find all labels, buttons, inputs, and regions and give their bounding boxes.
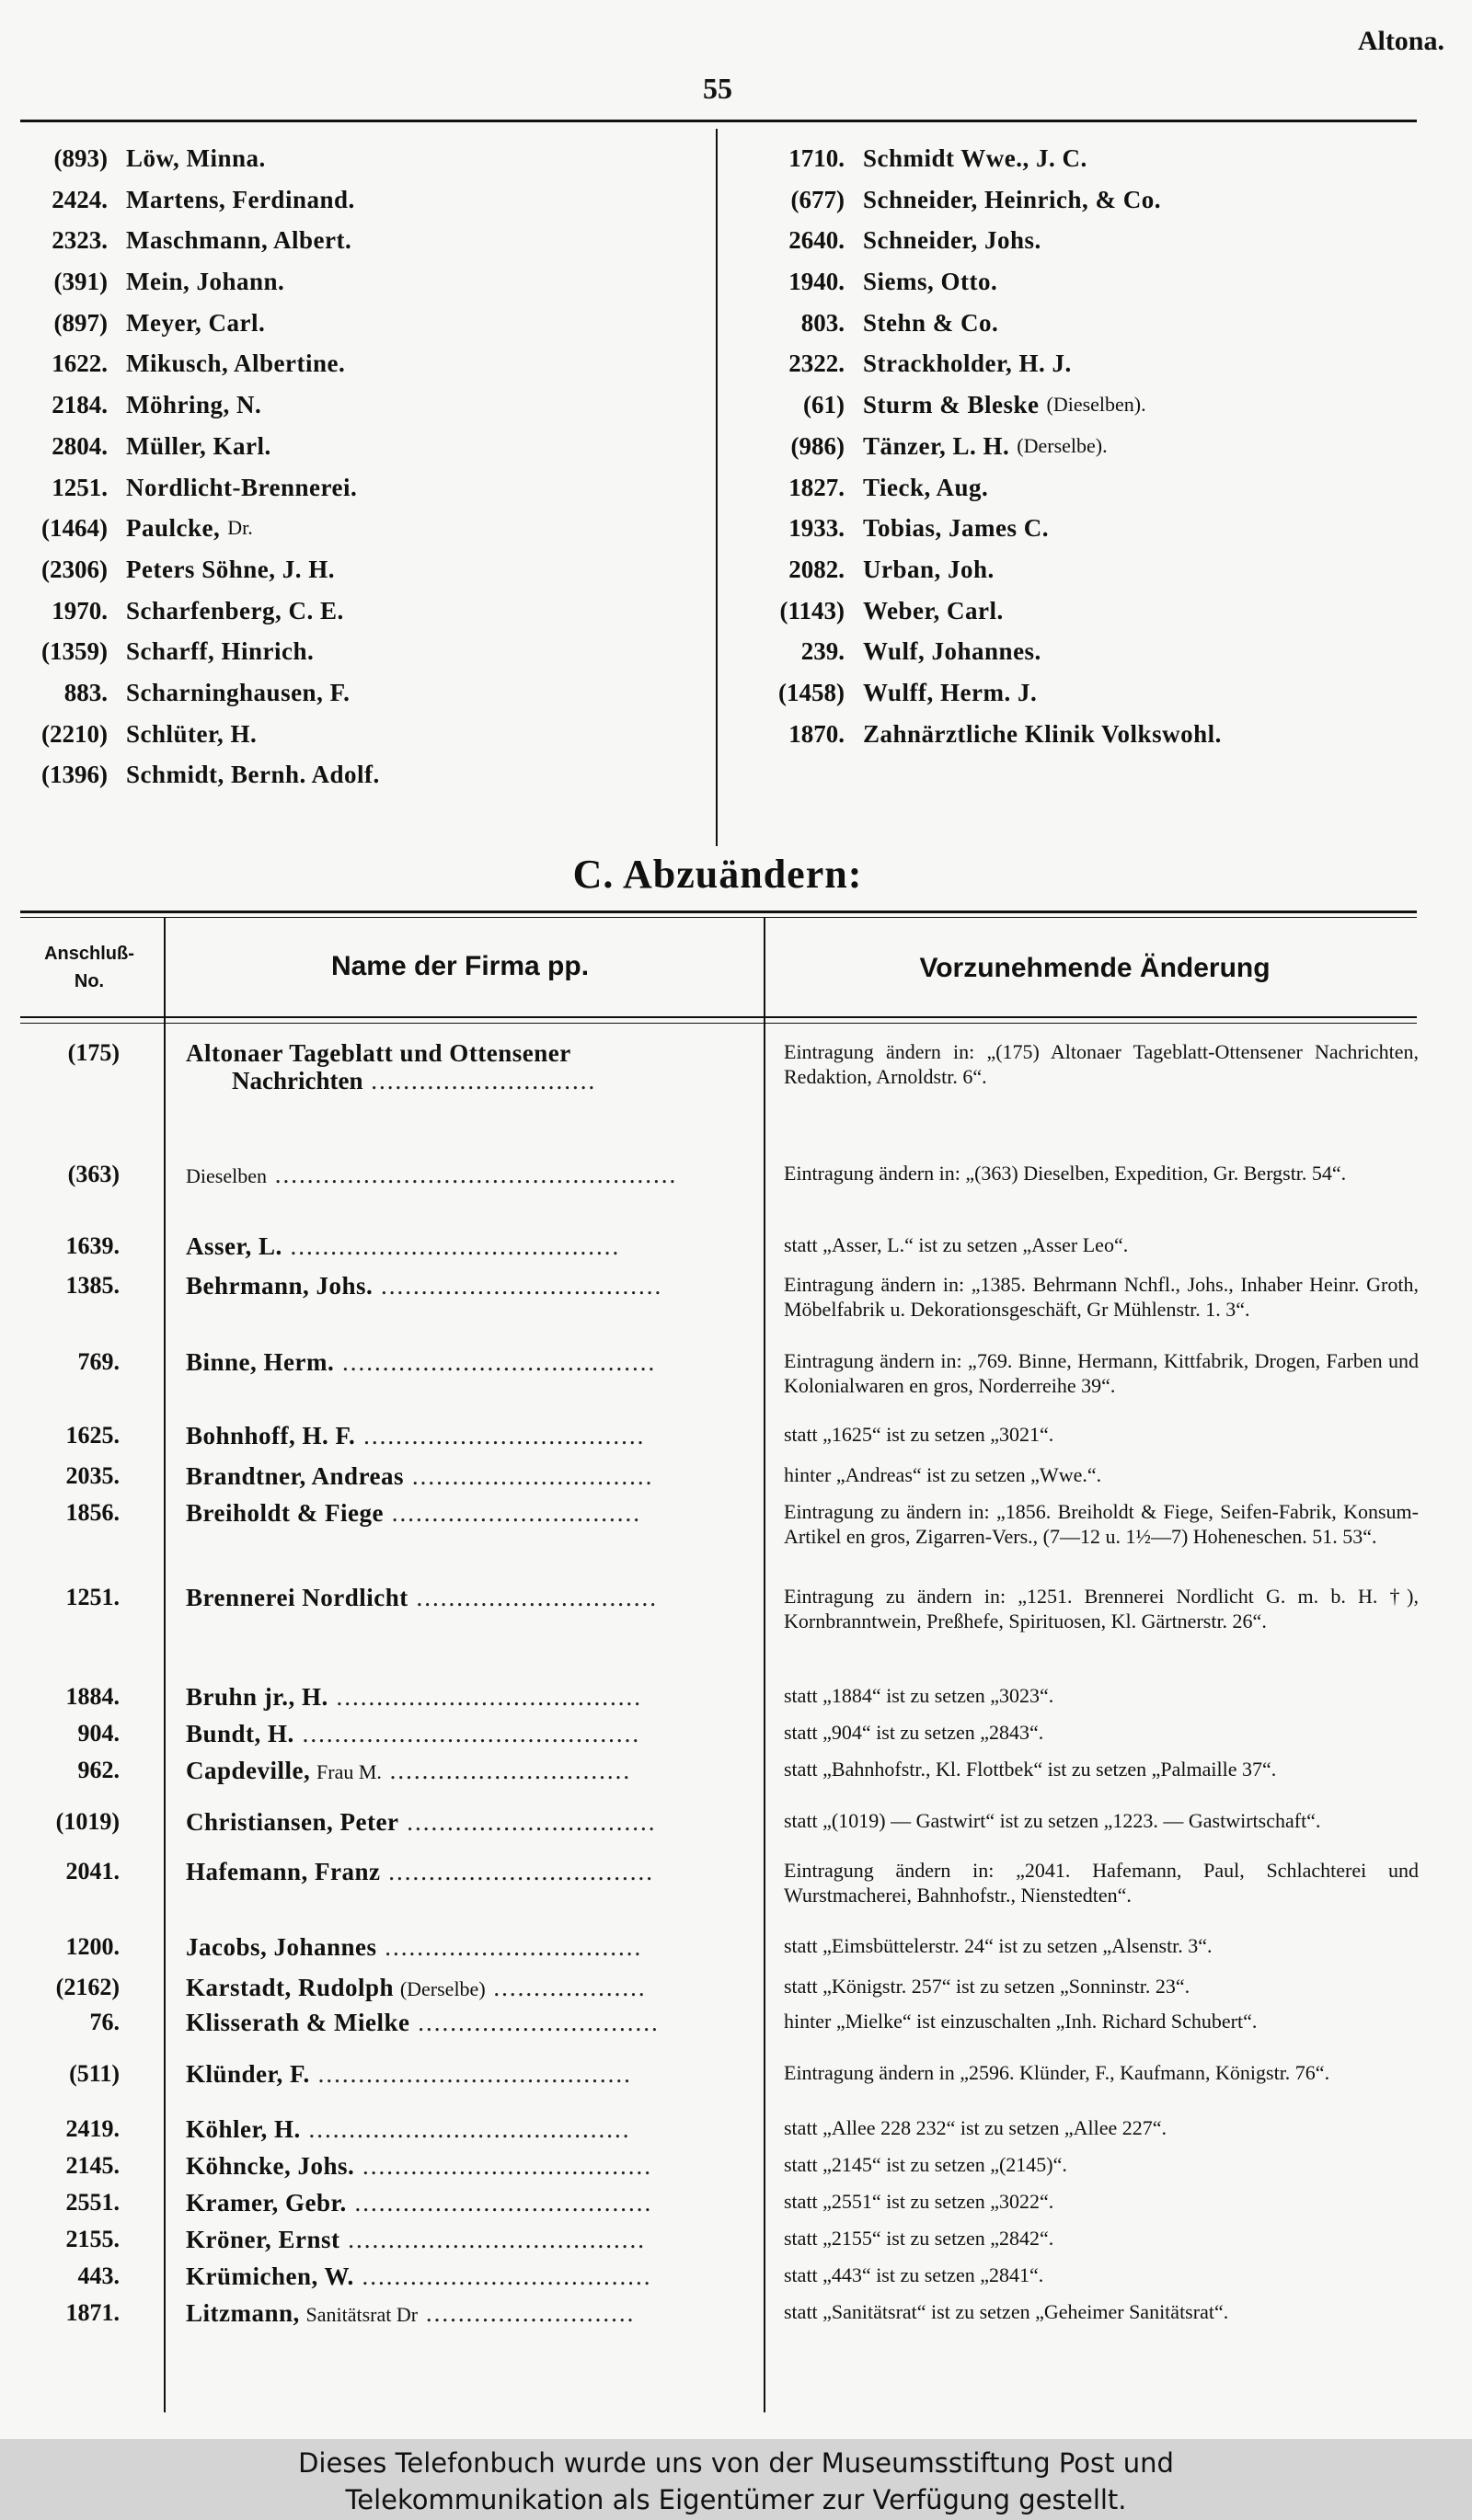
subscriber-name: Tobias, James C. xyxy=(863,514,1050,543)
subscriber-name: Martens, Ferdinand. xyxy=(126,185,355,213)
subscriber-number: 2424. xyxy=(52,185,108,213)
leader-dots: ..................................... xyxy=(346,2189,653,2216)
firm-name-text: Kröner, Ernst xyxy=(186,2226,340,2253)
row-firm-name xyxy=(186,1683,756,1711)
column-header-number-line1: Anschluß- xyxy=(44,944,134,964)
row-firm-name xyxy=(186,1232,756,1260)
subscriber-name: Meyer, Carl. xyxy=(126,308,266,337)
row-number: 904. xyxy=(77,1720,120,1747)
leader-dots: .................................... xyxy=(354,2152,653,2180)
row-firm-name xyxy=(186,2152,756,2180)
leader-dots: ................................... xyxy=(373,1272,663,1300)
row-number: 2035. xyxy=(65,1462,120,1489)
row-change: statt „Eimsbüttelerstr. 24“ ist zu setzen „Alsenstr. 3“. xyxy=(784,1934,1213,1957)
row-number: 2145. xyxy=(65,2152,120,2179)
row-firm-name xyxy=(186,1272,756,1300)
subscriber-note: (Dieselben). xyxy=(1046,393,1146,417)
leader-dots: ................................... xyxy=(355,1422,646,1449)
row-firm-name xyxy=(186,2009,756,2036)
subscriber-name: Paulcke, xyxy=(126,514,221,543)
subscriber-number: 2322. xyxy=(788,349,845,378)
firm-name-text: Bundt, H. xyxy=(186,1720,294,1747)
subscriber-number: (2210) xyxy=(41,719,108,748)
firm-name-note: Frau M. xyxy=(316,1760,382,1783)
subscriber-number: (1396) xyxy=(41,761,108,789)
row-number: 1639. xyxy=(65,1232,120,1259)
firm-name-text: Hafemann, Franz xyxy=(186,1858,381,1885)
firm-name-text: Klisserath & Mielke xyxy=(186,2009,410,2036)
row-change: Eintragung ändern in: „1385. Behrmann Nchfl., Johs., Inhaber Heinr. Groth, Möbelfabrik u. Dekorationsgeschäft, Gr Mühlenstr. 1. 3“. xyxy=(784,1273,1419,1321)
subscriber-name: Wulff, Herm. J. xyxy=(863,678,1038,706)
subscriber-note: (Derselbe). xyxy=(1017,433,1108,457)
subscriber-number: (986) xyxy=(790,431,845,460)
row-number: (1019) xyxy=(55,1808,120,1835)
row-number: (2162) xyxy=(55,1974,120,2000)
firm-name-text: Krümichen, W. xyxy=(186,2262,354,2290)
row-number: 2041. xyxy=(65,1858,120,1884)
list-item xyxy=(20,672,380,714)
row-firm-name xyxy=(186,1808,756,1836)
footer-line-1: Dieses Telefonbuch wurde uns von der Museumsstiftung Post und xyxy=(298,2447,1174,2479)
leader-dots: .............................. xyxy=(408,1584,658,1611)
row-change: statt „Asser, L.“ ist zu setzen „Asser Leo“. xyxy=(784,1233,1129,1256)
subscriber-name: Scharninghausen, F. xyxy=(126,678,351,706)
firm-name-text: Brandtner, Andreas xyxy=(186,1462,405,1490)
row-change: Eintragung zu ändern in: „1856. Breiholdt & Fiege, Seifen-Fabrik, Konsum-Artikel en gros, Zigarren-Vers., (7—12 u. 1½—7) Hoheneschen. 51. 53“. xyxy=(784,1500,1419,1548)
list-item xyxy=(716,467,1222,509)
table-top-rule xyxy=(20,911,1417,913)
row-change: statt „1884“ ist zu setzen „3023“. xyxy=(784,1684,1054,1707)
subscriber-number: 883. xyxy=(63,678,108,706)
subscriber-number: (1359) xyxy=(41,637,108,666)
row-number: 1251. xyxy=(65,1584,120,1610)
column-header-change: Vorzunehmende Änderung xyxy=(919,953,1271,983)
subscriber-name: Schlüter, H. xyxy=(126,719,258,748)
subscriber-name: Schmidt, Bernh. Adolf. xyxy=(126,761,380,789)
firm-name-text: Kramer, Gebr. xyxy=(186,2189,347,2216)
section-title: C. Abzuändern: xyxy=(572,852,863,897)
row-firm-name xyxy=(186,2115,756,2143)
row-number: 1871. xyxy=(65,2299,120,2326)
footer-line-2: Telekommunikation als Eigentümer zur Verfügung gestellt. xyxy=(345,2484,1127,2515)
subscriber-number: 803. xyxy=(800,308,845,337)
subscriber-name: Siems, Otto. xyxy=(863,268,998,296)
row-change: hinter „Mielke“ ist einzuschalten „Inh. Richard Schubert“. xyxy=(784,2010,1258,2033)
row-change: Eintragung ändern in: „769. Binne, Hermann, Kittfabrik, Drogen, Farben und Kolonialwaren en gros, Norderreihe 39“. xyxy=(784,1349,1419,1397)
row-firm-name xyxy=(186,2226,756,2253)
column-header-number-line2: No. xyxy=(74,971,105,991)
row-firm-name xyxy=(186,1348,756,1376)
list-item xyxy=(716,303,1222,344)
row-firm-name xyxy=(186,2262,756,2290)
row-change: statt „Allee 228 232“ ist zu setzen „Allee 227“. xyxy=(784,2116,1167,2139)
subscriber-number: (1143) xyxy=(779,596,845,624)
firm-name-continued xyxy=(186,1067,756,1094)
list-item xyxy=(716,261,1222,303)
row-change: Eintragung ändern in „2596. Klünder, F., Kaufmann, Königstr. 76“. xyxy=(784,2061,1330,2084)
subscriber-name: Sturm & Bleske xyxy=(863,391,1040,419)
row-change: Eintragung zu ändern in: „1251. Brennerei Nordlicht G. m. b. H. †), Kornbranntwein, Preßhefe, Spirituosen, Kl. Gärtnerstr. 26“. xyxy=(784,1585,1419,1632)
row-number: (175) xyxy=(67,1039,120,1066)
row-firm-name xyxy=(186,1933,756,1961)
row-number: 769. xyxy=(77,1348,120,1375)
firm-name-text: Bohnhoff, H. F. xyxy=(186,1422,356,1449)
firm-name-line2: Nachrichten xyxy=(232,1067,363,1094)
subscriber-name: Mikusch, Albertine. xyxy=(126,349,346,378)
row-change: statt „Sanitätsrat“ ist zu setzen „Geheimer Sanitätsrat“. xyxy=(784,2300,1229,2323)
row-change: statt „(1019) — Gastwirt“ ist zu setzen „1223. — Gastwirtschaft“. xyxy=(784,1809,1321,1832)
row-firm-name xyxy=(186,1039,756,1094)
row-number: 2551. xyxy=(65,2189,120,2216)
row-number: 76. xyxy=(89,2009,120,2035)
subscriber-name: Mein, Johann. xyxy=(126,268,285,296)
row-firm-name xyxy=(186,1161,756,1190)
subscriber-number: 239. xyxy=(800,637,845,666)
subscriber-name: Stehn & Co. xyxy=(863,308,999,337)
header-bottom-rule-thin xyxy=(20,1023,1417,1024)
list-item xyxy=(20,384,380,426)
firm-name-text: Capdeville, xyxy=(186,1757,311,1784)
row-number: (511) xyxy=(69,2060,120,2087)
subscriber-name: Zahnärztliche Klinik Volkswohl. xyxy=(863,719,1222,748)
list-item xyxy=(716,549,1222,590)
firm-name-text: Klünder, F. xyxy=(186,2060,310,2088)
list-item xyxy=(716,138,1222,179)
list-item xyxy=(716,179,1222,221)
leader-dots: ............................ xyxy=(362,1067,597,1094)
list-item xyxy=(20,590,380,632)
subscriber-name: Scharfenberg, C. E. xyxy=(126,596,344,624)
list-item xyxy=(716,426,1222,467)
subscriber-number: (1464) xyxy=(41,514,108,543)
subscriber-name: Maschmann, Albert. xyxy=(126,226,352,255)
list-item xyxy=(716,590,1222,632)
column-header-name: Name der Firma pp. xyxy=(330,951,590,981)
row-firm-name xyxy=(186,1858,756,1885)
firm-name-text: Litzmann, xyxy=(186,2299,300,2327)
list-item xyxy=(20,631,380,672)
row-change: statt „2155“ ist zu setzen „2842“. xyxy=(784,2227,1054,2250)
subscriber-name: Schneider, Johs. xyxy=(863,226,1041,255)
firm-name-note: (Derselbe) xyxy=(399,1977,486,2000)
leader-dots: ...................................... xyxy=(328,1683,643,1711)
row-number: 443. xyxy=(77,2262,120,2289)
row-number: 1856. xyxy=(65,1499,120,1526)
row-change: statt „904“ ist zu setzen „2843“. xyxy=(784,1721,1044,1744)
subscriber-number: (893) xyxy=(53,144,108,172)
subscriber-number: 1870. xyxy=(788,719,845,748)
row-number: 1884. xyxy=(65,1683,120,1710)
subscriber-name: Schneider, Heinrich, & Co. xyxy=(863,185,1162,213)
subscriber-name: Müller, Karl. xyxy=(126,431,271,460)
row-firm-name xyxy=(186,2060,756,2088)
leader-dots: .............................. xyxy=(409,2009,660,2036)
leader-dots: .......................... xyxy=(418,2299,636,2327)
leader-dots: .................................... xyxy=(353,2262,652,2290)
leader-dots: ..................................... xyxy=(339,2226,646,2253)
row-change: statt „Königstr. 257“ ist zu setzen „Sonninstr. 23“. xyxy=(784,1975,1190,1998)
subscriber-number: 1251. xyxy=(52,473,108,501)
firm-name-text: Karstadt, Rudolph xyxy=(186,1974,395,2001)
list-item xyxy=(20,138,380,179)
leader-dots: .......................................... xyxy=(293,1720,641,1747)
list-item xyxy=(716,714,1222,755)
table-top-rule-thin xyxy=(20,917,1417,918)
leader-dots: .............................. xyxy=(381,1757,632,1784)
row-change: statt „Bahnhofstr., Kl. Flottbek“ ist zu setzen „Palmaille 37“. xyxy=(784,1758,1277,1781)
table-col-divider-1 xyxy=(164,918,166,2412)
row-firm-name xyxy=(186,1462,756,1490)
row-change: hinter „Andreas“ ist zu setzen „Wwe.“. xyxy=(784,1463,1102,1486)
firm-name-text: Bruhn jr., H. xyxy=(186,1683,328,1711)
list-item xyxy=(20,714,380,755)
subscriber-number: (61) xyxy=(803,391,845,419)
row-change: statt „2551“ ist zu setzen „3022“. xyxy=(784,2190,1054,2213)
subscriber-number: (2306) xyxy=(41,555,108,583)
subscriber-number: (391) xyxy=(53,268,108,296)
row-number: 1385. xyxy=(65,1272,120,1299)
subscriber-name: Schmidt Wwe., J. C. xyxy=(863,144,1087,172)
firm-name-text: Altonaer Tageblatt und Ottensener xyxy=(186,1039,571,1067)
row-number: 962. xyxy=(77,1757,120,1783)
row-change: statt „443“ ist zu setzen „2841“. xyxy=(784,2263,1044,2286)
firm-name-text: Binne, Herm. xyxy=(186,1348,335,1376)
header-title: Altona. xyxy=(1357,26,1444,56)
firm-name-text: Köhncke, Johs. xyxy=(186,2152,355,2180)
row-number: 1625. xyxy=(65,1422,120,1449)
firm-name-text: Behrmann, Johs. xyxy=(186,1272,374,1300)
subscriber-name: Löw, Minna. xyxy=(126,144,266,172)
leader-dots: .................................................. xyxy=(266,1161,678,1188)
subscriber-number: 1940. xyxy=(788,268,845,296)
row-change: Eintragung ändern in: „2041. Hafemann, Paul, Schlachterei und Wurstmacherei, Bahnhofstr., Nienstedten“. xyxy=(784,1859,1419,1907)
list-item xyxy=(20,467,380,509)
subscriber-number: 1622. xyxy=(52,349,108,378)
subscriber-number: (677) xyxy=(790,185,845,213)
list-item xyxy=(20,179,380,221)
list-item xyxy=(20,754,380,796)
leader-dots: ......................................... xyxy=(282,1232,621,1260)
column-header-number xyxy=(20,940,158,995)
row-firm-name xyxy=(186,2299,756,2329)
row-change: statt „2145“ ist zu setzen „(2145)“. xyxy=(784,2153,1067,2176)
subscriber-name: Weber, Carl. xyxy=(863,596,1004,624)
page-number: 55 xyxy=(703,72,732,105)
firm-name-text: Dieselben xyxy=(186,1164,267,1187)
row-firm-name xyxy=(186,1584,756,1611)
subscriber-number: 1710. xyxy=(788,144,845,172)
leader-dots: ....................................... xyxy=(309,2060,632,2088)
leader-dots: ................................. xyxy=(380,1858,654,1885)
row-firm-name xyxy=(186,1974,756,2003)
left-subscriber-list xyxy=(20,138,380,796)
list-item xyxy=(20,549,380,590)
subscriber-number: 1970. xyxy=(52,596,108,624)
firm-name-text: Brennerei Nordlicht xyxy=(186,1584,408,1611)
row-change: Eintragung ändern in: „(363) Dieselben, Expedition, Gr. Bergstr. 54“. xyxy=(784,1162,1347,1185)
subscriber-name: Scharff, Hinrich. xyxy=(126,637,315,666)
row-firm-name xyxy=(186,1422,756,1449)
leader-dots: ................................ xyxy=(376,1933,643,1961)
list-item xyxy=(716,631,1222,672)
subscriber-number: 1933. xyxy=(788,514,845,543)
row-number: (363) xyxy=(67,1161,120,1187)
row-number: 2419. xyxy=(65,2115,120,2142)
list-item xyxy=(716,508,1222,549)
subscriber-note: Dr. xyxy=(227,516,253,540)
row-firm-name xyxy=(186,1757,756,1786)
firm-name-text: Köhler, H. xyxy=(186,2115,301,2143)
subscriber-number: 1827. xyxy=(788,473,845,501)
leader-dots: .............................. xyxy=(404,1462,654,1490)
subscriber-number: 2323. xyxy=(52,226,108,255)
subscriber-name: Urban, Joh. xyxy=(863,555,995,583)
header-bottom-rule xyxy=(20,1016,1417,1018)
list-item xyxy=(20,343,380,384)
row-number: 2155. xyxy=(65,2226,120,2252)
row-change: statt „1625“ ist zu setzen „3021“. xyxy=(784,1423,1054,1446)
row-firm-name xyxy=(186,2189,756,2216)
subscriber-number: 2082. xyxy=(788,555,845,583)
row-change: Eintragung ändern in: „(175) Altonaer Tageblatt-Ottensener Nachrichten, Redaktion, Arnoldstr. 6“. xyxy=(784,1040,1419,1088)
list-item xyxy=(716,672,1222,714)
firm-name-text: Jacobs, Johannes xyxy=(186,1933,377,1961)
table-col-divider-2 xyxy=(764,918,765,2412)
list-item xyxy=(716,384,1222,426)
subscriber-number: 2640. xyxy=(788,226,845,255)
list-item xyxy=(20,508,380,549)
firm-name-note: Sanitätsrat Dr xyxy=(305,2303,419,2326)
list-item xyxy=(20,303,380,344)
list-item xyxy=(716,220,1222,261)
subscriber-name: Tänzer, L. H. xyxy=(863,431,1010,460)
subscriber-name: Wulf, Johannes. xyxy=(863,637,1041,666)
subscriber-number: (1458) xyxy=(778,678,845,706)
subscriber-number: 2184. xyxy=(52,391,108,419)
subscriber-name: Möhring, N. xyxy=(126,391,262,419)
leader-dots: ............................... xyxy=(383,1499,641,1527)
subscriber-name: Strackholder, H. J. xyxy=(863,349,1072,378)
footer-notice xyxy=(0,2439,1472,2520)
leader-dots: ....................................... xyxy=(334,1348,657,1376)
firm-name-text: Breiholdt & Fiege xyxy=(186,1499,384,1527)
firm-name-text: Christiansen, Peter xyxy=(186,1808,399,1836)
subscriber-number: 2804. xyxy=(52,431,108,460)
row-firm-name xyxy=(186,1499,756,1527)
row-number: 1200. xyxy=(65,1933,120,1960)
row-firm-name xyxy=(186,1720,756,1747)
leader-dots: ............................... xyxy=(398,1808,657,1836)
list-item xyxy=(716,343,1222,384)
list-item xyxy=(20,261,380,303)
top-rule xyxy=(20,120,1417,122)
leader-dots: ................... xyxy=(485,1974,647,2001)
subscriber-number: (897) xyxy=(53,308,108,337)
subscriber-name: Nordlicht-Brennerei. xyxy=(126,473,358,501)
list-item xyxy=(20,220,380,261)
list-item xyxy=(20,426,380,467)
subscriber-name: Peters Söhne, J. H. xyxy=(126,555,335,583)
subscriber-name: Tieck, Aug. xyxy=(863,473,989,501)
right-subscriber-list xyxy=(716,138,1222,754)
leader-dots: ........................................ xyxy=(300,2115,631,2143)
firm-name-text: Asser, L. xyxy=(186,1232,282,1260)
